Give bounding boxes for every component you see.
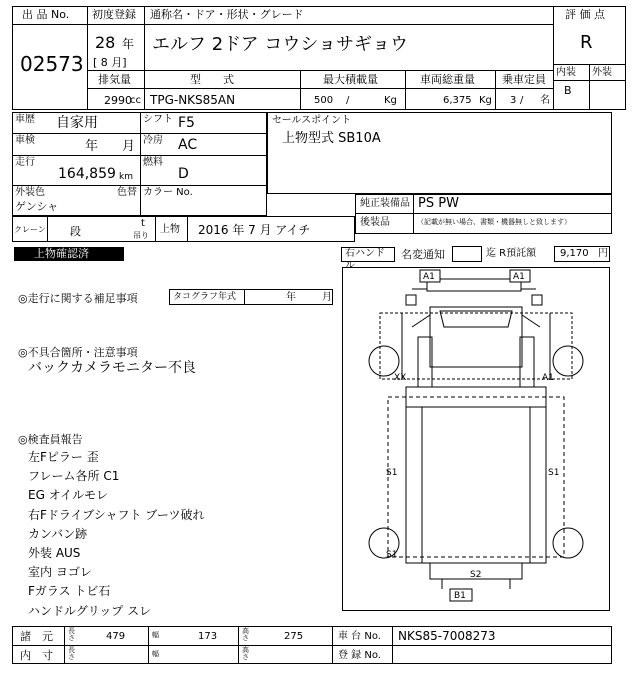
first-registration-month: [ 8 月]: [93, 56, 127, 69]
inspection-label: 車検: [15, 135, 35, 146]
inner-dims-label: 内 寸: [20, 649, 53, 662]
aftermarket-label: 後装品: [360, 217, 390, 228]
dimensions-label: 諸 元: [20, 630, 53, 643]
pillar-lines: [412, 315, 540, 327]
crane-label: クレーン: [14, 225, 46, 234]
mileage-value: 164,859: [58, 166, 116, 182]
width-label: 幅: [152, 631, 159, 639]
divider: [87, 70, 553, 71]
max-load-value: 500: [314, 95, 334, 106]
overall-grade: R: [580, 32, 593, 53]
cargo-bed: [406, 387, 546, 563]
fuel-label: 燃料: [143, 157, 163, 168]
model-label: 型 式: [190, 73, 234, 86]
tachograph-year: 年: [286, 292, 296, 303]
tachograph-month: 月: [322, 292, 332, 303]
damage-mark: XX: [394, 373, 407, 383]
divider: [64, 626, 65, 664]
mileage-label: 走行: [15, 157, 35, 168]
first-registration-label: 初度登録: [92, 8, 136, 21]
divider: [413, 194, 414, 234]
displacement-label: 排気量: [98, 73, 131, 86]
crane-hang-label: 吊り: [133, 231, 149, 240]
divider: [140, 112, 141, 185]
damage-mark: S2: [470, 570, 482, 580]
divider: [87, 6, 88, 110]
crane-stage: 段: [70, 225, 81, 238]
length-label: 長さ: [68, 627, 75, 642]
lot-number: 02573: [20, 52, 84, 76]
damage-mark: B1: [454, 591, 466, 601]
history-label: 車歴: [15, 114, 35, 125]
max-load-unit: Kg: [384, 95, 397, 106]
divider: [238, 626, 239, 664]
divider: [155, 216, 156, 242]
damage-mark: S1: [548, 468, 560, 478]
damage-mark: A1: [423, 272, 435, 282]
deposit-value: 9,170: [560, 248, 589, 259]
year-unit: 年: [122, 37, 135, 51]
right-mirror: [532, 295, 542, 305]
damage-mark: S1: [386, 468, 398, 478]
registration-label: 登 録 No.: [338, 650, 381, 661]
divider: [87, 88, 553, 89]
mileage-unit: km: [119, 172, 133, 182]
height-label: 高さ: [242, 627, 249, 642]
chassis-label: 車 台 No.: [338, 631, 381, 642]
divider: [300, 70, 301, 110]
bed-dashed-outline: [388, 397, 564, 557]
report-item: EG オイルモレ: [28, 488, 109, 503]
inspector-report-label: ◎検査員報告: [18, 433, 83, 446]
divider: [144, 6, 145, 70]
inner-width-label: 幅: [152, 650, 159, 658]
driving-notes-label: ◎走行に関する補足事項: [18, 292, 138, 305]
exterior-color-value: ゲンシャ: [15, 200, 59, 213]
front-bumper: [427, 279, 521, 291]
deposit-unit: 円: [598, 248, 608, 259]
shift-value: F5: [178, 115, 195, 131]
truck-diagram: [342, 267, 610, 611]
shift-label: シフト: [143, 114, 173, 125]
color-number-label: カラー No.: [143, 187, 193, 198]
defects-label: ◎不具合箇所・注意事項: [18, 346, 138, 359]
vehicle-name-label: 通称名・ドア・形状・グレード: [150, 8, 304, 21]
grade-label: 評 価 点: [565, 8, 605, 21]
exterior-color-label: 外装色: [15, 187, 45, 198]
lot-number-label: 出 品 No.: [22, 8, 70, 21]
divider: [553, 6, 554, 110]
report-item: 右Fドライブシャフト ブーツ破れ: [28, 507, 205, 522]
exterior-grade-label: 外装: [592, 67, 612, 78]
divider: [589, 64, 590, 110]
divider: [47, 216, 48, 242]
divider: [12, 645, 612, 646]
divider: [405, 70, 406, 110]
deposit-label: 迄 R預託額: [486, 248, 537, 259]
divider: [392, 626, 393, 664]
front-left-wheel: [369, 346, 399, 376]
crane-ton-unit: t: [141, 218, 145, 229]
divider: [332, 626, 333, 664]
damage-mark: A1: [513, 272, 525, 282]
divider: [495, 70, 496, 110]
report-item: 室内 ヨゴレ: [28, 565, 92, 580]
capacity-value: 3: [510, 95, 517, 106]
height-value: 275: [284, 631, 304, 642]
gross-weight-label: 車両総重量: [420, 73, 475, 86]
name-change-label: 名変通知: [401, 248, 445, 261]
inspection-year: 年: [85, 139, 99, 154]
report-item: 左Fピラー 歪: [28, 450, 99, 464]
aftermarket-note: （記載が無い場合、書類・機器無しと致します）: [417, 218, 571, 226]
body-label: 上物: [160, 224, 180, 235]
cab-roof: [430, 307, 522, 367]
inspector-report-list: [28, 448, 204, 621]
damage-mark: S1: [386, 550, 398, 560]
name-change-box: [452, 246, 482, 262]
capacity-separator: /: [520, 95, 524, 106]
inner-length-label: 長さ: [68, 646, 75, 661]
displacement-value: 2990: [104, 94, 132, 107]
ac-label: 冷房: [143, 135, 163, 146]
section-banner: 上物確認済: [14, 247, 124, 261]
history-value: 自家用: [56, 115, 98, 131]
interior-grade: B: [564, 84, 572, 97]
report-item: カンバン跡: [28, 526, 88, 541]
divider: [140, 185, 141, 216]
max-load-label: 最大積載量: [323, 73, 378, 86]
model-value: TPG-NKS85AN: [150, 93, 236, 107]
chassis-number: NKS85-7008273: [398, 629, 496, 643]
gross-weight-unit: Kg: [479, 95, 492, 106]
divider: [144, 70, 145, 110]
body-info: 2016 年 7 月 アイチ: [198, 223, 311, 237]
sales-point-label: セールスポイント: [272, 115, 352, 126]
damage-mark: A1: [542, 373, 554, 383]
width-value: 173: [198, 631, 218, 642]
report-item: フレーム各所 C1: [28, 469, 120, 484]
cab-outline: [380, 313, 572, 379]
handle-box: 右ハンドル: [341, 247, 395, 262]
cab-door-lines: [402, 313, 550, 379]
divider: [355, 213, 612, 214]
report-item: Fガラス トビ石: [28, 584, 111, 599]
report-item: 外装 AUS: [28, 546, 81, 561]
report-item: ハンドルグリップ スレ: [28, 603, 152, 618]
gross-weight-value: 6,375: [443, 95, 472, 106]
vehicle-name: エルフ 2ドア コウショサギョウ: [152, 34, 408, 55]
left-mirror: [406, 295, 416, 305]
equipment-label: 純正装備品: [360, 198, 410, 209]
displacement-unit: cc: [130, 95, 141, 106]
tachograph-label: タコグラフ年式: [173, 292, 237, 302]
inspection-month: 月: [122, 139, 136, 154]
divider: [148, 626, 149, 664]
front-right-wheel: [553, 346, 583, 376]
rear-right-wheel: [553, 528, 583, 558]
max-load-separator: /: [346, 95, 350, 106]
divider: [12, 24, 553, 25]
sales-point-value: 上物型式 SB10A: [282, 131, 381, 146]
capacity-label: 乗車定員: [502, 73, 546, 86]
divider: [187, 216, 188, 242]
divider: [244, 289, 245, 305]
ac-value: AC: [178, 137, 198, 153]
length-value: 479: [106, 631, 126, 642]
color-change-label: 色替: [117, 187, 137, 198]
inner-height-label: 高さ: [242, 646, 249, 661]
equipment-value: PS PW: [418, 196, 459, 211]
first-registration-year: 28: [95, 33, 116, 52]
capacity-unit: 名: [540, 95, 550, 106]
defects-note: バックカメラモニター不良: [28, 360, 196, 376]
fuel-value: D: [178, 166, 189, 182]
interior-grade-label: 内装: [556, 67, 576, 78]
